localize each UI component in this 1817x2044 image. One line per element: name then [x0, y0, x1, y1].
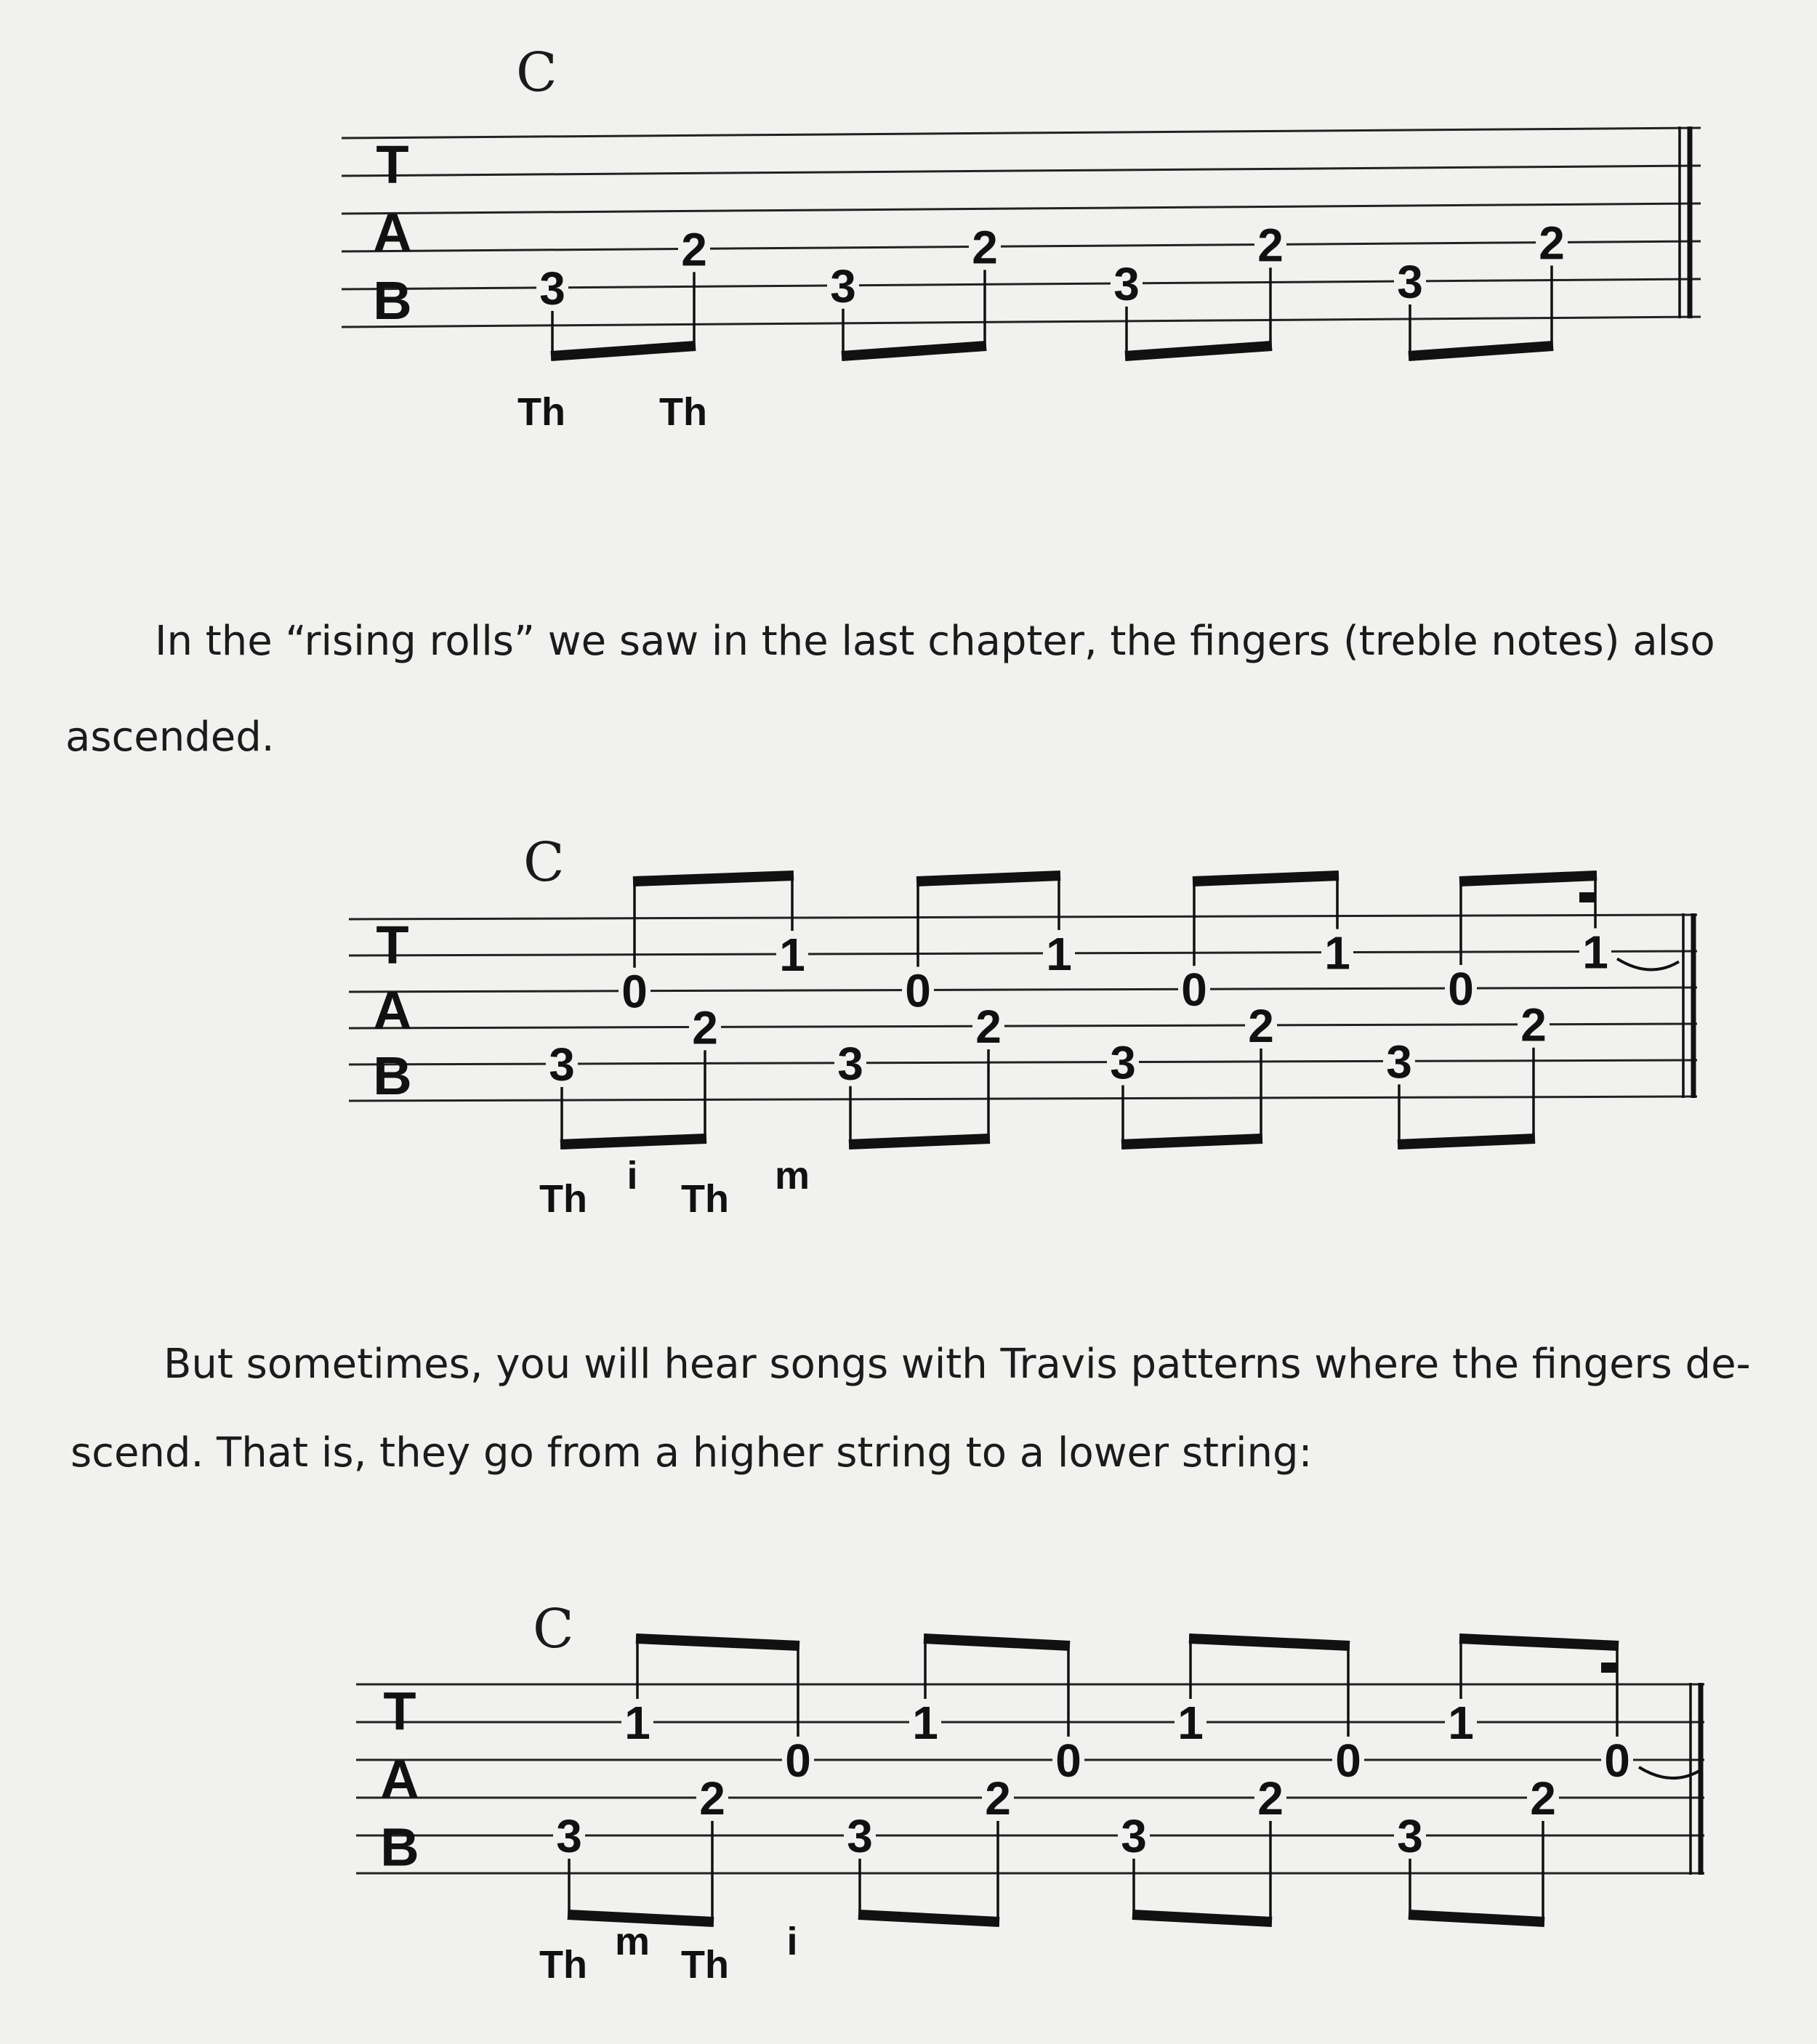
eighth-beam-treble: [924, 1639, 1070, 1646]
eighth-beam-treble: [636, 1639, 799, 1646]
tab-string-line: [349, 951, 1697, 956]
fret-number: 2: [1539, 217, 1565, 270]
paragraph-1-line-2: ascended.: [65, 714, 275, 761]
fret-number: 0: [1448, 963, 1474, 1016]
tab-string-line: [342, 166, 1701, 176]
fret-number: 0: [621, 965, 648, 1018]
eighth-beam-treble: [916, 876, 1060, 881]
eighth-beam-bass: [551, 346, 696, 356]
fret-number: 3: [556, 1810, 582, 1862]
eighth-beam-bass: [849, 1139, 990, 1144]
fret-number: 0: [905, 964, 931, 1017]
fret-number: 3: [549, 1038, 575, 1091]
fret-number: 1: [1448, 1697, 1474, 1749]
chord-symbol: C: [523, 831, 565, 894]
eighth-beam-bass: [1409, 346, 1553, 356]
paragraph-2-line-2: scend. That is, they go from a higher string to a lower string:: [70, 1429, 1313, 1477]
fret-number: 1: [624, 1697, 650, 1749]
finger-label: Th: [539, 1943, 587, 1987]
eighth-beam-bass: [1132, 1915, 1272, 1922]
finger-label: Th: [659, 390, 707, 434]
tab-clef-letter: T: [383, 1681, 416, 1742]
finger-label: Th: [517, 390, 565, 434]
fret-number: 3: [1110, 1036, 1136, 1089]
eighth-beam-treble: [1459, 876, 1597, 881]
tab-string-line: [349, 915, 1697, 919]
fret-number: 1: [779, 929, 805, 982]
fret-number: 2: [699, 1772, 725, 1825]
eighth-beam-bass: [1398, 1139, 1535, 1144]
fret-number: 2: [692, 1001, 718, 1054]
tab-clef-letter: A: [373, 979, 412, 1041]
eighth-beam-bass: [858, 1915, 999, 1922]
tab-example-2: [0, 828, 1817, 1264]
finger-label: m: [774, 1154, 810, 1197]
paragraph-2-line-1: But sometimes, you will hear songs with Travis patterns where the fingers de-: [164, 1341, 1751, 1388]
finger-label: i: [786, 1920, 798, 1963]
fret-number: 3: [847, 1810, 873, 1862]
fret-number: 0: [1055, 1734, 1081, 1787]
tab-example-3: [0, 1591, 1817, 2027]
tab-string-line: [349, 1096, 1697, 1101]
tie-curve: [1617, 958, 1679, 969]
tab-clef-letter: A: [373, 202, 412, 263]
tab-clef-letter: A: [380, 1749, 419, 1809]
eighth-beam-treble: [1189, 1639, 1350, 1646]
fret-number: 1: [1046, 927, 1072, 980]
fret-number: 3: [1397, 1810, 1423, 1862]
fret-number: 2: [1257, 1772, 1284, 1825]
fret-number: 3: [1386, 1035, 1412, 1088]
tab-clef-letter: B: [380, 1817, 419, 1878]
fret-number: 0: [785, 1734, 811, 1787]
tab-clef-letter: T: [376, 134, 409, 195]
fret-number: 2: [1248, 999, 1274, 1052]
fret-number: 2: [972, 221, 998, 274]
fret-number: 1: [1324, 926, 1350, 979]
fret-number: 2: [985, 1772, 1011, 1825]
fret-number: 3: [837, 1037, 863, 1090]
tab-string-line: [342, 241, 1701, 251]
tab-string-line: [342, 203, 1701, 214]
eighth-beam-bass: [560, 1139, 706, 1144]
fret-number: 3: [1397, 255, 1423, 308]
fret-number: 1: [1582, 926, 1608, 979]
eighth-beam-bass: [1125, 346, 1272, 356]
fret-number: 0: [1181, 964, 1207, 1017]
eighth-beam-treble: [1459, 1639, 1619, 1646]
fret-number: 2: [681, 223, 707, 276]
fret-number: 2: [975, 1001, 1002, 1054]
fret-number: 2: [1520, 998, 1547, 1051]
finger-label: Th: [681, 1177, 729, 1221]
fret-number: 3: [1121, 1810, 1147, 1862]
paragraph-1-line-1: In the “rising rolls” we saw in the last chapter, the fingers (treble notes) also: [155, 618, 1715, 665]
tab-string-line: [349, 987, 1697, 992]
fret-number: 0: [1335, 1734, 1361, 1787]
fret-number: 3: [1113, 257, 1140, 310]
eighth-beam-bass: [1121, 1139, 1262, 1144]
finger-label: m: [614, 1920, 650, 1963]
tab-clef-letter: B: [373, 1045, 412, 1106]
tab-example-1: [0, 29, 1817, 465]
finger-label: i: [627, 1154, 638, 1197]
eighth-beam-bass: [1409, 1915, 1544, 1922]
chord-symbol: C: [516, 41, 557, 104]
fret-number: 3: [830, 259, 856, 312]
fret-number: 1: [912, 1697, 938, 1749]
fret-number: 2: [1530, 1772, 1556, 1825]
finger-label: Th: [539, 1177, 587, 1221]
eighth-beam-bass: [842, 346, 986, 356]
chord-symbol: C: [533, 1598, 574, 1660]
tab-clef-letter: T: [376, 914, 409, 975]
fret-number: 1: [1177, 1697, 1204, 1749]
tab-string-line: [342, 317, 1701, 327]
fret-number: 2: [1257, 219, 1284, 272]
tab-clef-letter: B: [373, 270, 412, 331]
fret-number: 3: [539, 262, 565, 315]
fret-number: 0: [1604, 1734, 1630, 1787]
eighth-beam-treble: [1193, 876, 1339, 881]
tab-string-line: [349, 1024, 1697, 1028]
finger-label: Th: [681, 1943, 729, 1987]
tab-string-line: [342, 128, 1701, 138]
eighth-beam-treble: [633, 876, 794, 881]
